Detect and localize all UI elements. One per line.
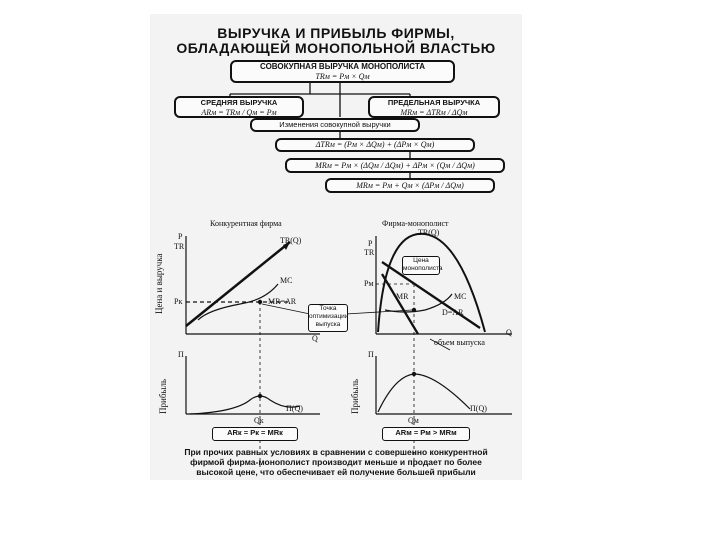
- opt-point-left: [258, 300, 262, 304]
- scanned-page: [150, 14, 522, 480]
- profit-max-right: [412, 372, 416, 376]
- label-mc-left: MC: [280, 276, 293, 285]
- label-tr-left: TR: [174, 242, 185, 251]
- page-title-line1: ВЫРУЧКА И ПРИБЫЛЬ ФИРМЫ,: [217, 25, 455, 41]
- label-trq-right: TR(Q): [418, 228, 440, 237]
- output-volume-label: объем выпуска: [434, 338, 485, 347]
- total-revenue-formula: TRм = Pм × Qм: [315, 72, 370, 81]
- label-pi-left: П: [178, 350, 184, 359]
- marginal-revenue-label: ПРЕДЕЛЬНАЯ ВЫРУЧКА: [387, 98, 481, 107]
- page-title-line2: ОБЛАДАЮЩЕЙ МОНОПОЛЬНОЙ ВЛАСТЬЮ: [176, 40, 496, 56]
- profit-axis-label-left: Прибыль: [158, 378, 168, 414]
- label-piq-right: П(Q): [470, 404, 487, 413]
- label-mr-ar: MR=AR: [268, 297, 297, 306]
- profit-axis-label-right: Прибыль: [350, 378, 360, 414]
- tr-line: [186, 242, 293, 326]
- footer-line3: высокой цене, что обеспечивает ей получение большей прибыли: [196, 467, 476, 477]
- total-revenue-label: СОВОКУПНАЯ ВЫРУЧКА МОНОПОЛИСТА: [259, 62, 426, 71]
- footer-line1: При прочих равных условиях в сравнении с совершенно конкурентной: [184, 447, 488, 457]
- label-q-right: Q: [506, 328, 512, 337]
- left-graph-title: Конкурентная фирма: [210, 219, 282, 228]
- mr-final-box: MRм = Pм + Qм × (ΔPм / ΔQм): [325, 178, 495, 193]
- label-p-left: P: [178, 232, 183, 241]
- profit-curve-left: [190, 396, 300, 414]
- mr-expanded-box: MRм = Pм × (ΔQм / ΔQм) + ΔPм × (Qм / ΔQм): [285, 158, 505, 173]
- label-pi-right: П: [368, 350, 374, 359]
- label-p-right: P: [368, 239, 373, 248]
- label-tr-right: TR: [364, 248, 375, 257]
- label-mc-right: MC: [454, 292, 467, 301]
- change-revenue-box: Изменения совокупной выручки: [250, 118, 420, 132]
- optimal-point-callout: Точка оптимизации выпуска: [308, 304, 348, 332]
- price-revenue-axis-label: Цена и выручка: [154, 253, 164, 314]
- label-pk: Pк: [174, 297, 183, 306]
- left-condition-box: ARк = Pк = MRк: [212, 427, 298, 441]
- delta-tr-box: ΔTRм = (Pм × ΔQм) + (ΔPм × Qм): [275, 138, 475, 152]
- marginal-revenue-formula: MRм = ΔTRм / ΔQм: [400, 108, 468, 117]
- opt-point-right: [412, 308, 416, 312]
- label-piq-left: П(Q): [286, 404, 303, 413]
- label-mr-right: MR: [396, 292, 409, 301]
- label-trq: TR(Q): [280, 236, 302, 245]
- average-revenue-formula: ARм = TRм / Qм = Pм: [201, 108, 277, 117]
- footer-line2: фирмой фирма-монополист производит меньше и продает по более: [190, 457, 482, 467]
- right-condition-box: ARм = Pм > MRм: [382, 427, 470, 441]
- footer-note: [150, 447, 522, 477]
- label-qk: Qк: [254, 416, 264, 425]
- profit-max-left: [258, 394, 262, 398]
- label-d-ar: D=AR: [442, 308, 464, 317]
- tr-curve-right: [378, 234, 485, 332]
- right-graph-title: Фирма-монополист: [382, 219, 449, 228]
- profit-curve-right: [378, 374, 470, 412]
- average-revenue-label: СРЕДНЯЯ ВЫРУЧКА: [200, 98, 278, 107]
- label-pm: Pм: [364, 279, 374, 288]
- graphs-drawing: [150, 14, 522, 480]
- monopoly-price-callout: Цена монополиста: [402, 256, 440, 275]
- label-q-left: Q: [312, 334, 318, 343]
- label-qm: Qм: [408, 416, 419, 425]
